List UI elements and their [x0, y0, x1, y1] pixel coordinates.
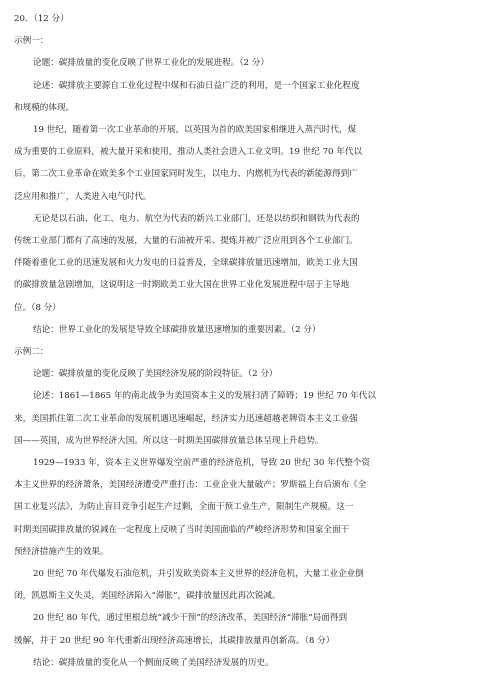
- text-line: 来，美国抓住第二次工业革命的发展机遇迅速崛起，经济实力迅速超越老牌资本主义工业强: [14, 413, 358, 424]
- text-line: 结论：碳排放量的变化从一个侧面反映了美国经济发展的历史。: [33, 657, 274, 668]
- text-line: 缓解，并于 20 世纪 90 年代重新出现经济高速增长，其碳排放量再创新高。（8 分）: [14, 635, 335, 646]
- text-line: 19 世纪，随着第一次工业革命的开展，以英国为首的欧美国家相继进入蒸汽时代，煤: [33, 125, 357, 136]
- text-line: 传统工业部门都有了高速的发展，大量的石油被开采、提炼并被广泛应用到各个工业部门。: [14, 236, 358, 247]
- text-line: 预经济措施产生的效果。: [14, 546, 109, 557]
- text-line: 闭，凯恩斯主义失灵，美国经济陷入“滞胀”，碳排放量因此再次锐减。: [14, 591, 281, 602]
- text-line: 的碳排放量急剧增加，这说明这一时期欧美工业大国在世界工业化发展进程中居于主导地: [14, 280, 350, 291]
- text-line: 泛应用和推广，人类进入电气时代。: [14, 191, 152, 202]
- text-line: 示例一：: [14, 36, 49, 47]
- text-line: 1929—1933 年，资本主义世界爆发空前严重的经济危机，导致 20 世纪 30 年代整个资: [33, 458, 371, 469]
- text-line: 无论是以石油、化工、电力、航空为代表的新兴工业部门，还是以纺织和钢铁为代表的: [33, 213, 360, 224]
- text-line: 本主义世界的经济萧条，美国经济遭受严重打击：工业企业大量破产；罗斯福上台后颁布《全: [14, 480, 367, 491]
- text-line: 伴随着重化工业的迅速发展和火力发电的日益普及，全球碳排放量迅速增加，欧美工业大国: [14, 258, 358, 269]
- text-line: 结论：世界工业化的发展是导致全球碳排放量迅速增加的重要因素。（2 分）: [33, 324, 321, 335]
- text-line: 时期美国碳排放量的锐减在一定程度上反映了当时美国面临的严峻经济形势和国家全面干: [14, 524, 350, 535]
- text-line: 论题：碳排放量的变化反映了美国经济发展的阶段特征。（2 分）: [33, 369, 278, 380]
- text-line: 论题：碳排放量的变化反映了世界工业化的发展进程。（2 分）: [33, 58, 269, 69]
- text-line: 20．（12 分）: [14, 14, 69, 24]
- text-line: 和规模的体现。: [14, 102, 75, 113]
- text-line: 20 世纪 80 年代，通过里根总统“减少干预”的经济改革，美国经济“滞胀”局面得到: [33, 613, 348, 624]
- text-line: 成为重要的工业原料，被大量开采和使用，推动人类社会进入工业文明。19 世纪 70 年代以: [14, 147, 363, 158]
- text-line: 示例二：: [14, 347, 49, 358]
- text-line: 国工业复兴法》，为防止盲目竞争引起生产过剩，全面干预工业生产，限制生产规模。这一: [14, 502, 354, 513]
- text-line: 20 世纪 70 年代爆发石油危机，并引发欧美资本主义世界的经济危机，大量工业企业倒: [33, 569, 364, 580]
- text-line: 后，第二次工业革命在欧美多个工业国家同时发生，以电力、内燃机为代表的新能源得到广: [14, 169, 358, 180]
- text-line: 论述：1861—1865 年的南北战争为美国资本主义的发展扫清了障碍；19 世纪 70 年代以: [33, 391, 376, 402]
- text-line: 国——英国，成为世界经济大国。所以这一时期美国碳排放量总体呈现上升趋势。: [14, 435, 324, 446]
- text-line: 位。（8 分）: [14, 302, 61, 313]
- document-body: [14, 8, 476, 674]
- text-line: 论述：碳排放主要源自工业化过程中煤和石油日益广泛的利用，是一个国家工业化程度: [33, 80, 360, 91]
